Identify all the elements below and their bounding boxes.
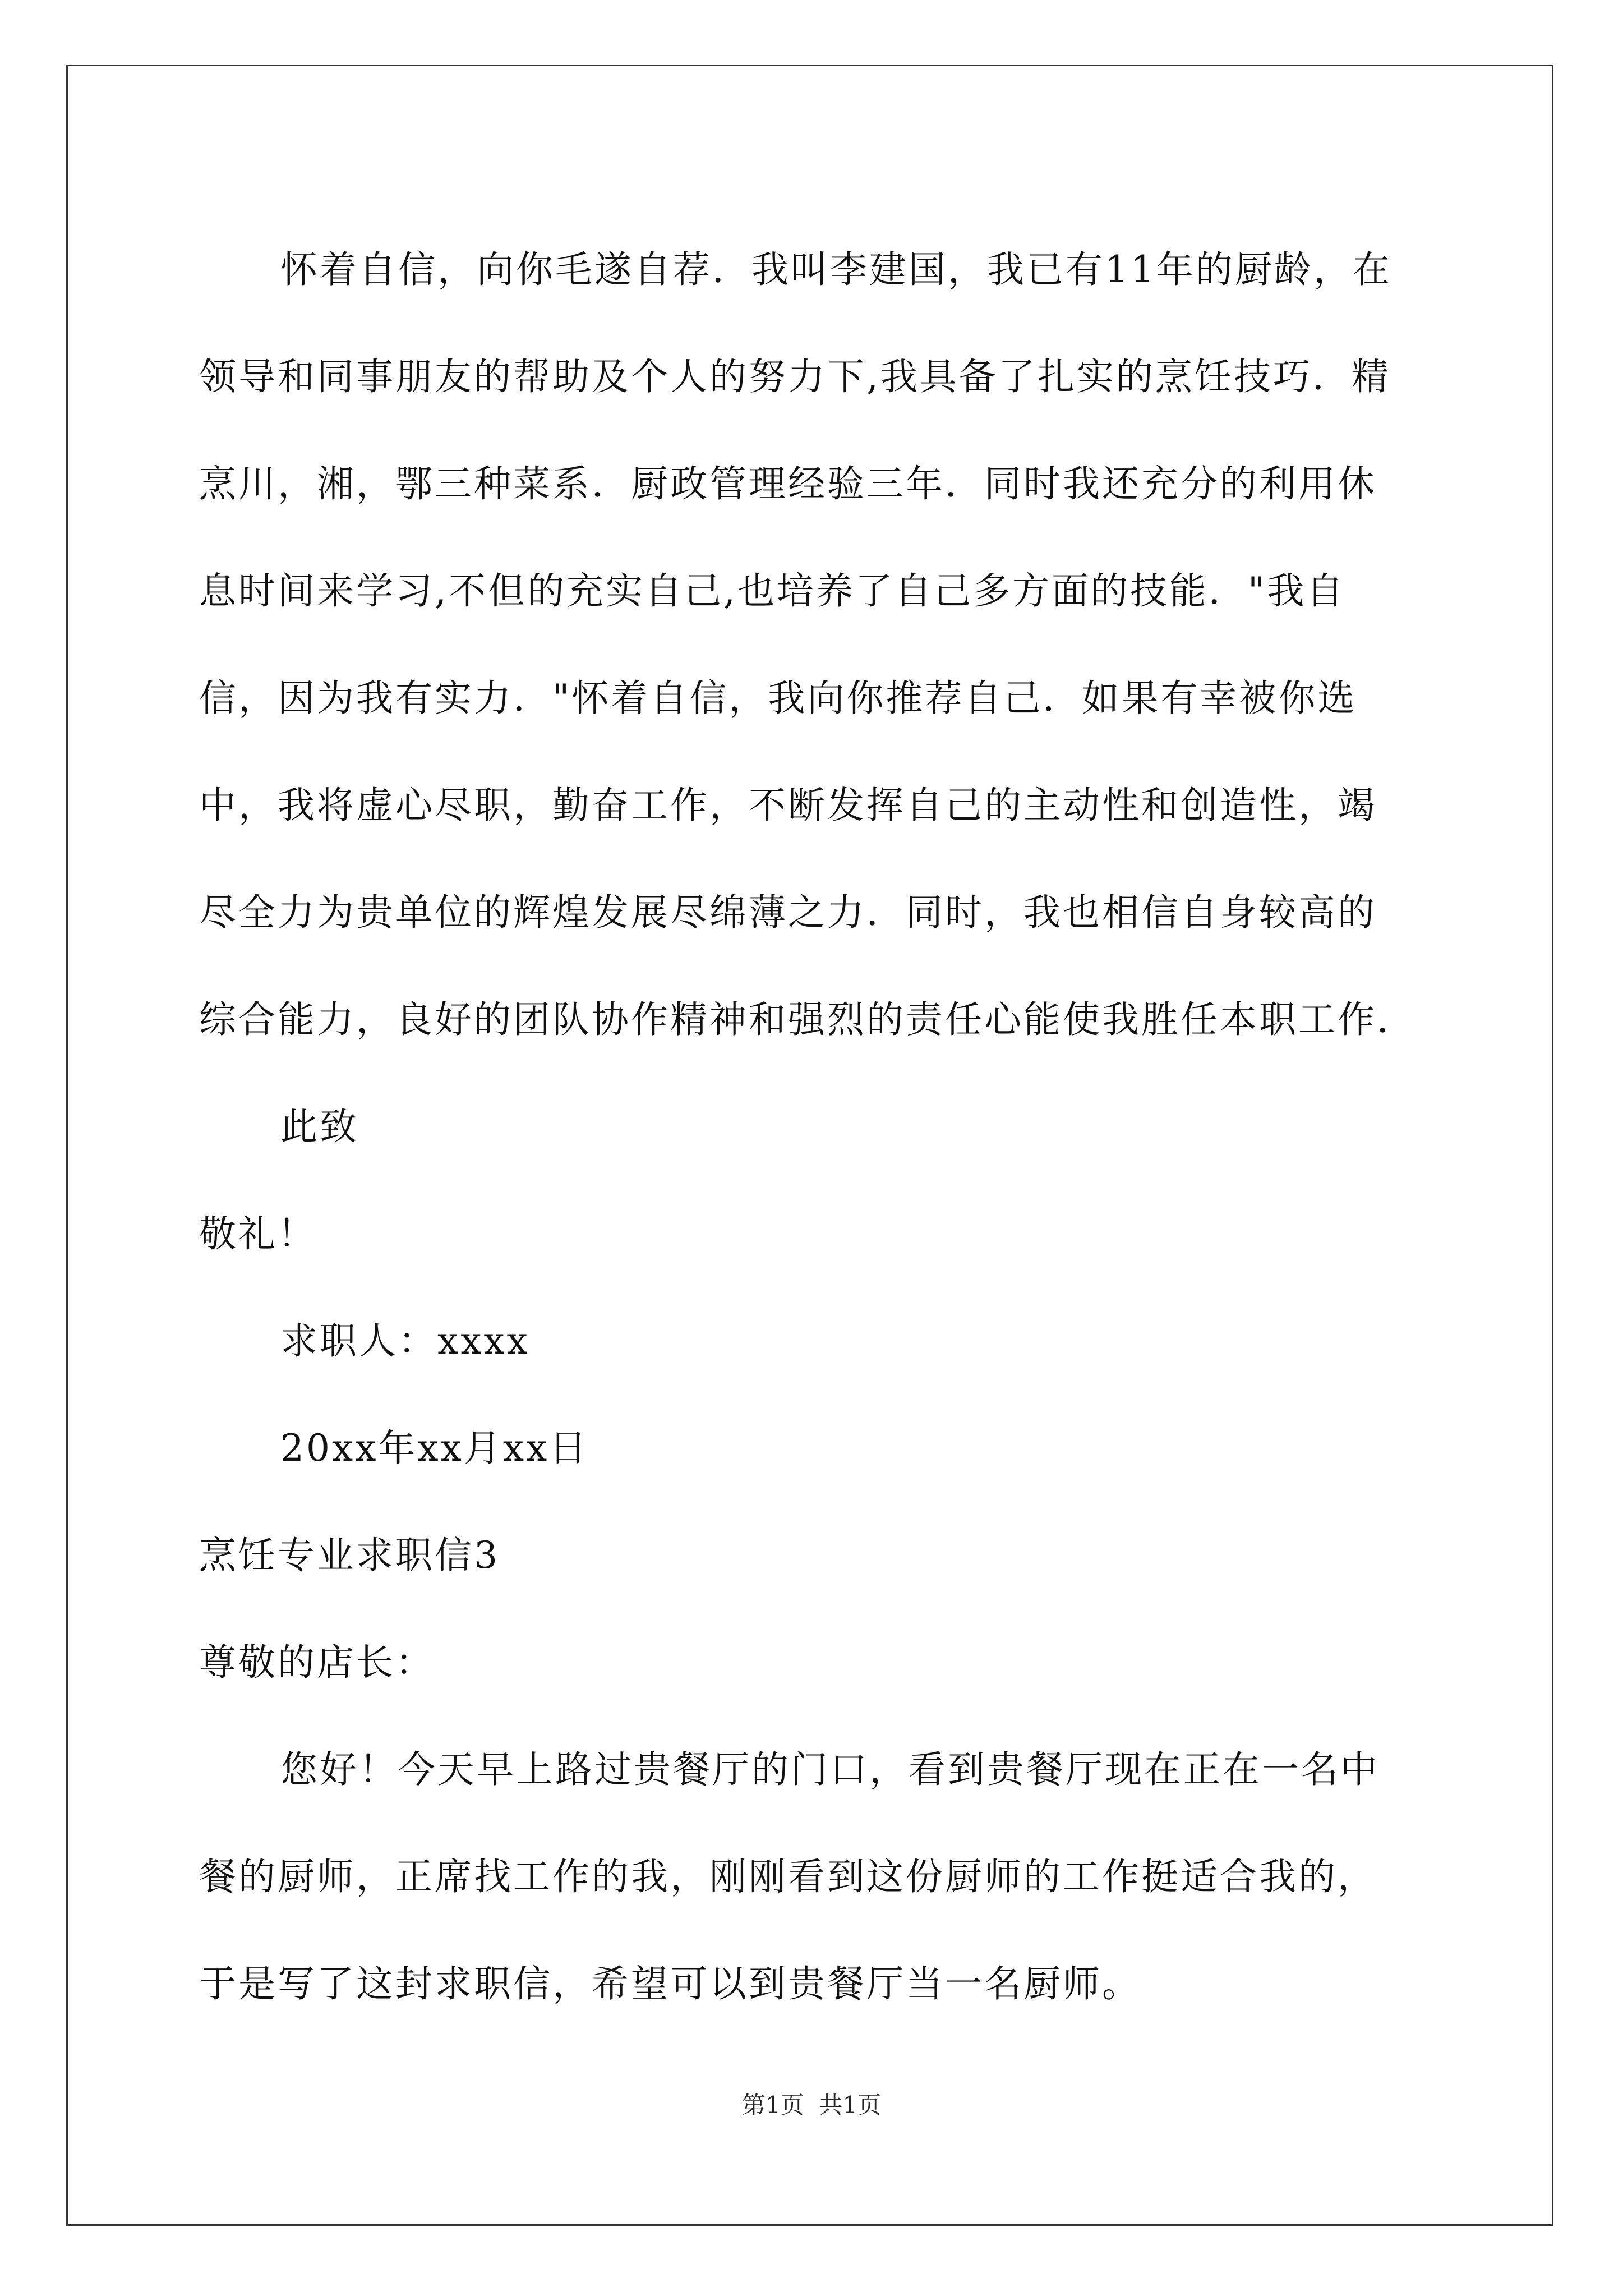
paragraph-line: 中，我将虚心尽职，勤奋工作，不断发挥自己的主动性和创造性，竭: [199, 784, 1377, 827]
closing-regards: 敬礼！: [199, 1212, 317, 1255]
paragraph-line: 于是写了这封求职信，希望可以到贵餐厅当一名厨师。: [199, 1962, 1141, 2005]
paragraph-line: 您好！今天早上路过贵餐厅的门口，看到贵餐厅现在正在一名中: [280, 1748, 1380, 1791]
paragraph-line: 餐的厨师，正席找工作的我，刚刚看到这份厨师的工作挺适合我的，: [199, 1855, 1377, 1898]
paragraph-line: 综合能力，良好的团队协作精神和强烈的责任心能使我胜任本职工作．: [199, 998, 1416, 1041]
paragraph-line: 怀着自信，向你毛遂自荐．我叫李建国，我已有11年的厨龄，在: [280, 248, 1392, 291]
section-title: 烹饪专业求职信3: [199, 1534, 500, 1577]
letter-date: 20xx年xx月xx日: [280, 1427, 589, 1470]
paragraph-line: 尽全力为贵单位的辉煌发展尽绵薄之力．同时，我也相信自身较高的: [199, 891, 1377, 934]
paragraph-line: 烹川，湘，鄂三种菜系．厨政管理经验三年．同时我还充分的利用休: [199, 462, 1377, 505]
applicant-name: 求职人：xxxx: [280, 1319, 530, 1363]
closing-salutation: 此致: [280, 1105, 359, 1148]
page-footer: 第1页 共1页: [741, 2091, 882, 2119]
letter-greeting: 尊敬的店长：: [199, 1641, 435, 1684]
document-body: [199, 216, 1427, 2037]
paragraph-line: 息时间来学习,不但的充实自己,也培养了自己多方面的技能．"我自: [199, 569, 1346, 613]
paragraph-line: 信，因为我有实力．"怀着自信，我向你推荐自己．如果有幸被你选: [199, 677, 1357, 720]
paragraph-line: 领导和同事朋友的帮助及个人的努力下,我具备了扎实的烹饪技巧．精: [199, 355, 1391, 398]
